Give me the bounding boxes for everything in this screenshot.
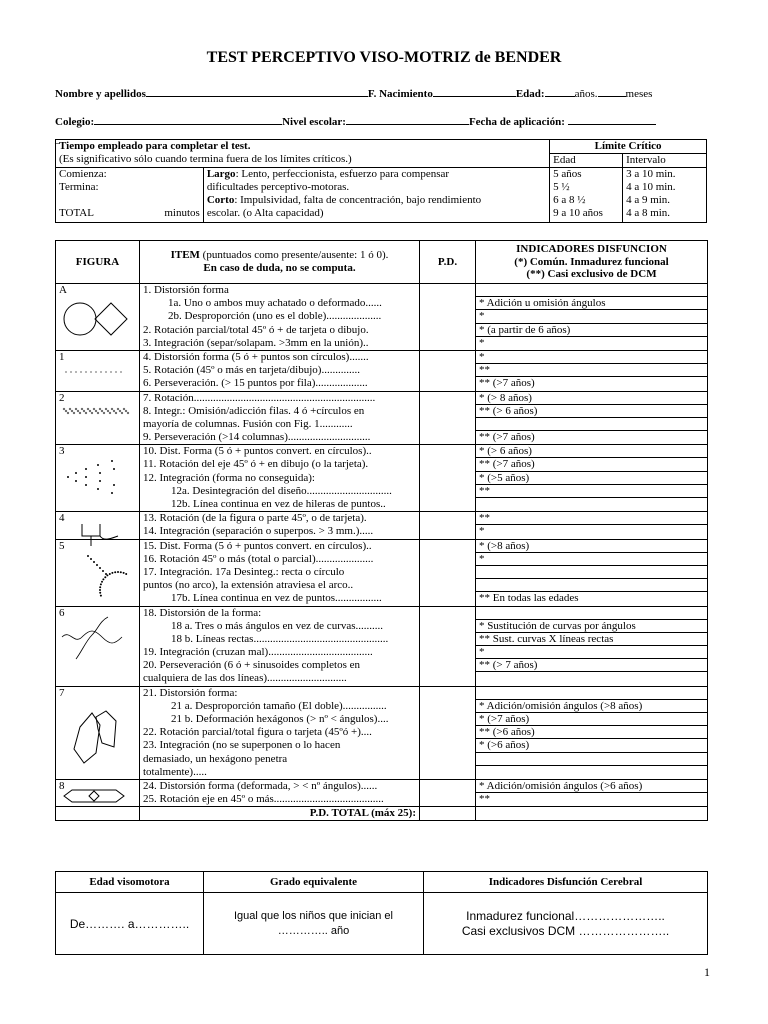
item-text: 13. Rotación (de la figura o parte 45º, o de tarjeta).	[143, 512, 367, 525]
figure-label: 8	[59, 779, 65, 792]
item-text: 21 b. Deformación hexágonos (> nº < ángulos)....	[171, 713, 389, 725]
short-text-2: escolar. (o Alta capacidad)	[206, 207, 324, 219]
level-field[interactable]	[346, 114, 469, 125]
item-text: 3. Integración (separ/solapam. >3mm en la unión)..	[143, 336, 369, 349]
indicator-text: * Adición/omisión ángulos (>6 años)	[476, 780, 707, 793]
item-text: puntos (no arco), la extensión atraviesa el arco..	[143, 579, 354, 592]
item-col-heading: ITEM	[170, 249, 200, 262]
age-col-heading: Edad	[550, 154, 623, 168]
indicator-text: ** (>7 años)	[476, 458, 707, 471]
indicator-text	[476, 418, 707, 431]
items-cell	[140, 539, 420, 606]
item-text: 9. Perseveración (>14 columnas)..............................	[143, 431, 371, 444]
minutes-label: minutos	[164, 207, 200, 219]
indicators-cell	[476, 445, 708, 512]
figure-cell	[56, 539, 140, 606]
item-text: 5. Rotación (45º o más en tarjeta/dibujo)..............	[143, 364, 360, 377]
pd-score-cell[interactable]	[420, 686, 476, 779]
time-note: (Es significativo sólo cuando termina fuera de los límites críticos.)	[59, 153, 352, 165]
indicators-cell	[476, 539, 708, 606]
item-text: 10. Dist. Forma (5 ó + puntos convert. en círculos)..	[143, 445, 372, 458]
item-text: 12. Integración (forma no conseguida):	[143, 471, 315, 484]
indicators-cell	[476, 350, 708, 391]
bender-figure-loops-row-drawing	[60, 406, 130, 426]
figure-cell	[56, 445, 140, 512]
short-label: Corto	[206, 194, 235, 206]
school-data-row	[55, 114, 656, 128]
age-label: Edad:	[515, 88, 545, 100]
short-text: : Impulsividad, falta de concentración, bajo rendimiento	[234, 194, 482, 206]
indicator-text: *	[476, 646, 707, 659]
item-text: 16. Rotación 45º o más (total o parcial).....................	[143, 552, 374, 565]
visomotor-age-value[interactable]: De………. a…………..	[56, 893, 204, 955]
item-text: 25. Rotación eje en 45º o más........................................	[143, 793, 384, 806]
scoring-table	[55, 240, 708, 821]
item-text: 18 a. Tres o más ángulos en vez de curvas..........	[171, 619, 384, 632]
items-cell	[140, 350, 420, 391]
indicators-cell	[476, 512, 708, 539]
figure-cell	[56, 606, 140, 686]
item-text: 14. Integración (separación o superpos. > 3 mm.).....	[143, 525, 374, 538]
indicator-text	[476, 566, 707, 579]
pd-score-cell[interactable]	[420, 539, 476, 606]
level-label: Nivel escolar:	[282, 116, 346, 128]
indicators-exclusive: (**) Casi exclusivo de DCM	[526, 268, 657, 281]
grade-text-2[interactable]: ………….. año	[277, 924, 350, 937]
indicators-common: (*) Común. Inmadurez funcional	[514, 255, 669, 268]
items-cell	[140, 606, 420, 686]
figure-label: A	[59, 284, 67, 296]
figure-row	[56, 686, 708, 779]
indicator-text	[476, 687, 707, 700]
figure-row	[56, 606, 708, 686]
dysfunction-heading: Indicadores Disfunción Cerebral	[424, 872, 708, 893]
indicator-text: * (> 8 años)	[476, 392, 707, 405]
figure-cell	[56, 512, 140, 539]
start-label: Comienza:	[59, 168, 107, 180]
figure-row	[56, 779, 708, 806]
figure-row	[56, 391, 708, 445]
age-value: 5 ½	[553, 181, 570, 193]
item-text: 6. Perseveración. (> 15 puntos por fila)...................	[143, 377, 368, 390]
form-title: TEST PERCEPTIVO VISO-MOTRIZ de BENDER	[206, 49, 562, 66]
indicator-text: * Adición u omisión ángulos	[476, 297, 707, 310]
figure-col-heading: FIGURA	[56, 241, 140, 284]
figure-label: 5	[59, 539, 65, 552]
indicator-text: * (>7 años)	[476, 713, 707, 726]
indicator-text	[476, 579, 707, 592]
indicator-text: ** (> 6 años)	[476, 405, 707, 418]
bender-figure-hexagon-diamond-drawing	[60, 788, 130, 808]
item-text: 12a. Desintegración del diseño...............................	[171, 484, 392, 497]
figure-label: 1	[59, 350, 65, 363]
personal-data-row	[55, 86, 652, 100]
interval-value: 3 a 10 min.	[626, 168, 676, 180]
time-heading: Tiempo empleado para completar el test.	[59, 140, 251, 152]
bender-figure-arrow-dots-drawing	[60, 455, 130, 499]
indicators-cell	[476, 284, 708, 351]
item-text: 17b. Línea continua en vez de puntos.................	[171, 592, 382, 605]
items-cell	[140, 686, 420, 779]
item-text: 2. Rotación parcial/total 45º ó + de tarjeta o dibujo.	[143, 323, 369, 336]
bender-figure-dots-row-drawing	[60, 367, 130, 381]
indicator-text: ** Sust. curvas X líneas rectas	[476, 633, 707, 646]
item-text: 7. Rotación..................................................................	[143, 391, 376, 404]
indicators-cell	[476, 606, 708, 686]
item-text: 17. Integración. 17a Desinteg.: recta o círculo	[143, 565, 345, 578]
item-text: demasiado, un hexágono penetra	[143, 752, 288, 765]
indicator-text: * Sustitución de curvas por ángulos	[476, 620, 707, 633]
interval-col-heading: Intervalo	[623, 154, 707, 168]
item-text: 19. Integración (cruzan mal)......................................	[143, 646, 373, 659]
item-text: mayoría de columnas. Fusión con Fig. 1............	[143, 417, 353, 430]
age-value: 5 años	[553, 168, 582, 180]
indicator-text: * Adición/omisión ángulos (>8 años)	[476, 700, 707, 713]
exclusive-line[interactable]: Casi exclusivos DCM …………………..	[461, 923, 670, 938]
pd-score-cell[interactable]	[420, 284, 476, 351]
figure-cell	[56, 686, 140, 779]
item-text: 1a. Uno o ambos muy achatado o deformado......	[168, 297, 382, 310]
pd-score-cell[interactable]	[420, 512, 476, 539]
stray-dash: _	[55, 134, 60, 145]
indicator-text: * (>5 años)	[476, 472, 707, 485]
indicators-cell	[476, 391, 708, 445]
figure-label: 7	[59, 686, 65, 699]
figure-cell	[56, 391, 140, 445]
indicator-text: *	[479, 336, 485, 349]
figure-label: 2	[59, 391, 65, 404]
indicator-text: **	[476, 485, 707, 498]
items-cell	[140, 284, 420, 351]
indicator-text	[476, 498, 707, 510]
figure-row	[56, 512, 708, 539]
long-text-2: dificultades perceptivo-motoras.	[206, 181, 350, 193]
indicators-heading: INDICADORES DISFUNCION	[516, 243, 667, 256]
item-text: 21. Distorsión forma:	[143, 686, 238, 699]
item-text: 2b. Desproporción (uno es el doble)....................	[168, 310, 382, 323]
long-text: : Lento, perfeccionista, esfuerzo para compensar	[235, 168, 450, 180]
figure-cell	[56, 350, 140, 391]
indicator-text: ** (>7 años)	[479, 431, 535, 444]
item-text: 18 b. Líneas rectas.................................................	[171, 632, 389, 645]
indicators-cell	[476, 686, 708, 779]
figure-label: 4	[59, 512, 65, 525]
indicator-text: * (>8 años)	[476, 540, 707, 553]
indicator-text: **	[476, 364, 707, 377]
grade-text: Igual que los niños que inician el	[233, 909, 393, 922]
figure-label: 6	[59, 606, 65, 619]
age-years-field[interactable]	[545, 86, 575, 97]
figure-row	[56, 350, 708, 391]
indicator-text: *	[476, 351, 707, 364]
items-cell	[140, 779, 420, 806]
age-months-field[interactable]	[598, 86, 626, 97]
figure-label: 3	[59, 445, 65, 458]
immaturity-line[interactable]: Inmadurez funcional…………………..	[466, 908, 665, 923]
critical-limit-heading: Límite Crítico	[550, 140, 707, 154]
item-text: cualquiera de las dos líneas).............................	[143, 672, 347, 685]
indicator-text	[476, 672, 707, 684]
years-label: años.	[574, 88, 598, 100]
interval-value: 4 a 8 min.	[626, 207, 671, 219]
page-number: 1	[704, 965, 710, 979]
indicator-text: **	[479, 793, 490, 806]
interval-value: 4 a 9 min.	[626, 194, 671, 206]
months-label: meses	[625, 88, 653, 100]
item-text: 21 a. Desproporción tamaño (El doble)................	[171, 699, 387, 712]
indicator-text	[476, 607, 707, 620]
indicators-cell	[476, 779, 708, 806]
bender-figure-dot-arc-drawing	[60, 550, 130, 610]
application-date-label: Fecha de aplicación:	[468, 116, 568, 128]
item-text: 15. Dist. Forma (5 ó + puntos convert. en círculos)..	[143, 539, 372, 552]
item-text: 23. Integración (no se superponen o lo hacen	[143, 739, 341, 752]
long-label: Largo	[206, 168, 236, 180]
pd-score-cell[interactable]	[420, 779, 476, 806]
figure-row	[56, 445, 708, 512]
age-value: 6 a 8 ½	[553, 194, 586, 206]
interval-value: 4 a 10 min.	[626, 181, 676, 193]
figure-row	[56, 539, 708, 606]
figure-cell	[56, 779, 140, 806]
indicator-text: ** (> 7 años)	[476, 659, 707, 672]
indicator-text: ** (>7 años)	[479, 377, 535, 390]
item-text: 18. Distorsión de la forma:	[143, 606, 262, 619]
total-pd-cell[interactable]	[420, 807, 476, 821]
total-pd-label: P.D. TOTAL (máx 25):	[140, 807, 420, 821]
indicator-text: * (> 6 años)	[476, 445, 707, 458]
equivalent-grade-heading: Grado equivalente	[204, 872, 424, 893]
visomotor-age-heading: Edad visomotora	[56, 872, 204, 893]
pd-score-cell[interactable]	[420, 391, 476, 445]
item-text: totalmente).....	[143, 765, 207, 778]
bender-figure-circle-diamond-drawing	[60, 299, 130, 343]
items-cell	[140, 512, 420, 539]
indicator-text	[476, 766, 707, 778]
indicator-text	[476, 284, 707, 297]
indicator-text: ** (>6 años)	[476, 726, 707, 739]
bender-figure-sinusoids-drawing	[60, 615, 130, 669]
indicator-text: *	[476, 310, 707, 323]
item-col-note-2: En caso de duda, no se computa.	[203, 262, 356, 274]
bender-figure-hexagons-drawing	[60, 697, 130, 781]
items-cell	[140, 445, 420, 512]
birth-field[interactable]	[433, 86, 516, 97]
item-text: 1. Distorsión forma	[143, 284, 229, 296]
application-date-field[interactable]	[568, 114, 656, 125]
pd-score-cell[interactable]	[420, 445, 476, 512]
item-text: 8. Integr.: Omisión/adicción filas. 4 ó +círculos en	[143, 404, 365, 417]
indicator-text: *	[479, 525, 485, 538]
item-text: 20. Perseveración (6 ó + sinusoides completos en	[143, 659, 360, 672]
birth-label: F. Nacimiento	[367, 88, 433, 100]
item-text: 22. Rotación parcial/total figura o tarjeta (45ºó +)....	[143, 726, 372, 739]
item-text: 12b. Línea continua en vez de hileras de puntos..	[171, 498, 386, 510]
items-cell	[140, 391, 420, 445]
figure-row	[56, 284, 708, 351]
item-text: 4. Distorsión forma (5 ó + puntos son círculos).......	[143, 350, 369, 363]
name-field[interactable]	[146, 86, 368, 97]
end-label: Termina:	[59, 181, 99, 193]
indicator-text	[476, 753, 707, 766]
name-label: Nombre y apellidos	[55, 88, 146, 100]
pd-score-cell[interactable]	[420, 350, 476, 391]
total-label: TOTAL	[59, 207, 94, 219]
school-label: Colegio:	[55, 116, 95, 128]
item-text: 11. Rotación del eje 45º ó + en dibujo (o la tarjeta).	[143, 458, 369, 471]
time-table	[55, 139, 707, 223]
item-col-note: (puntuados como presente/ausente: 1 ó 0).	[202, 249, 389, 262]
indicator-text: **	[476, 512, 707, 525]
indicator-text: * (a partir de 6 años)	[476, 324, 707, 337]
indicator-text: *	[476, 553, 707, 566]
pd-col-heading: P.D.	[420, 241, 476, 284]
figure-cell	[56, 284, 140, 351]
summary-table	[55, 871, 708, 955]
item-text: 24. Distorsión forma (deformada, > < nº ángulos)......	[143, 779, 378, 792]
indicator-text: * (>6 años)	[476, 739, 707, 752]
school-field[interactable]	[94, 114, 282, 125]
indicator-text: ** En todas las edades	[479, 592, 579, 605]
pd-score-cell[interactable]	[420, 606, 476, 686]
age-value: 9 a 10 años	[553, 207, 603, 219]
